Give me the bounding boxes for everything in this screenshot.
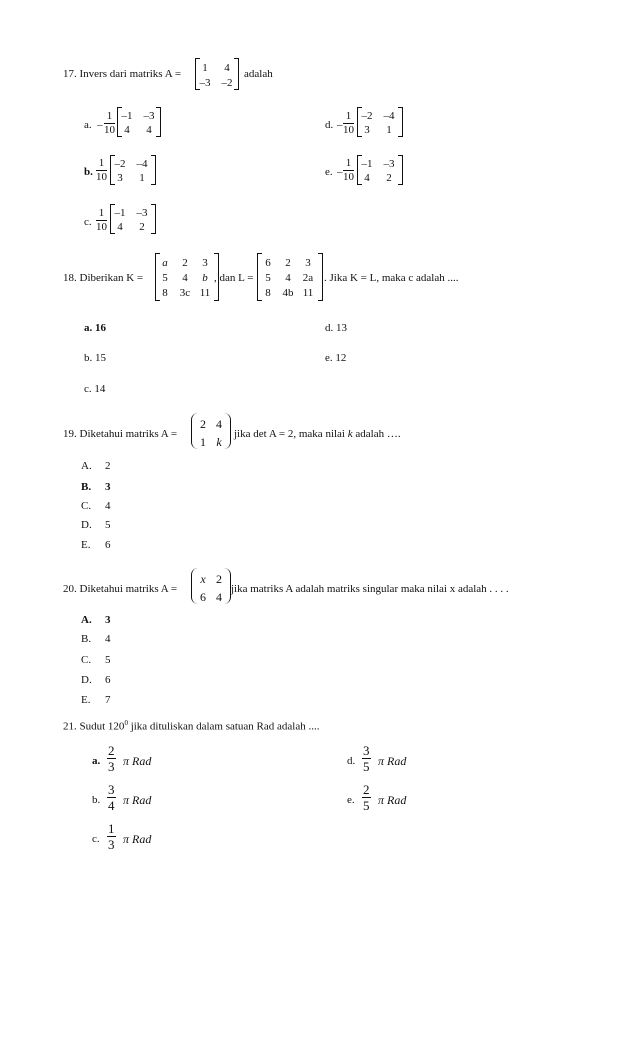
q18-option-e[interactable]: e. 12 [325,352,347,364]
fraction: $\frac{1}{10}$ [343,110,354,136]
q19-end: jika det A = 2, maka nilai k adalah …. [234,428,401,440]
option-matrix: –2 –4 3 1 [357,107,403,137]
q19-stem: 19. Diketahui matriks A = [63,428,178,440]
q18-option-a[interactable]: a. 16 [84,322,106,334]
matrix-cell: 1 [202,62,208,74]
q21-stem: 21. Sudut $120^0$ jika dituliskan dalam satuan Rad adalah .... [63,719,320,733]
option-matrix: –1 –3 4 2 [357,155,403,185]
q18-matrix-k: a 2 3 5 4 b 8 3c 11 [155,253,219,301]
minus-sign: – [337,119,343,131]
matrix-cell: –2 [221,77,233,89]
option-label: a. [84,119,92,131]
q20-matrix-a: x 2 6 4 [191,568,231,604]
q20-stem: 20. Diketahui matriks A = [63,583,178,595]
option-matrix: –1 –3 4 2 [110,204,156,234]
minus-sign: – [97,119,103,131]
fraction: $\frac{3}{5}$ [363,743,370,774]
pi-rad-unit: π Rad [378,793,407,807]
pi-rad-unit: π Rad [378,754,407,768]
fraction: $\frac{1}{10}$ [96,207,107,233]
q18-end: . Jika K = L, maka c adalah .... [324,272,459,284]
matrix-cell: –3 [199,77,211,89]
option-label: c. [84,216,92,228]
q17-stem: 17. Invers dari matriks A = [63,68,182,80]
pi-rad-unit: π Rad [123,832,152,846]
fraction: $\frac{1}{3}$ [108,821,115,852]
matrix-cell: 4 [224,62,230,74]
q19-matrix-a: 2 4 1 k [191,413,231,449]
q18-option-b[interactable]: b. 15 [84,352,106,364]
q18-mid: , dan L = [214,272,254,284]
option-matrix: –1 –3 4 4 [117,107,161,137]
q18-matrix-l: 6 2 3 5 4 2a 8 4b 11 [257,253,323,301]
fraction: $\frac{1}{10}$ [96,157,107,183]
worksheet-page: 17. Invers dari matriks A = 1 4 –3 –2 adalah a. – $\frac{1}{10}$ –1 –3 4 4 d. – $\frac{1}{10}$ –2 –4 3 1 b. $\frac{1}{10}$ –2 –4 3 1 e. – $\frac{1}{10}$ –1 –3 4 2 c. $\frac{1}{10}$ –1 –3 4 2 18. Diberikan K = a 2 3 5 4 b 8 3c 11 , dan L = 6 2 3 5 4 2a 8 4b 11 . Jika K = L, maka c adalah .... a. 16 d. 13 b. 15 e. 12 c. 14 19. Diketahui matriks A = 2 4 1 k jika det A = 2, maka nilai k adalah …. A. 2 B. 3 C. 4 D. 5 E. 6 20. Diketahui matriks A = x 2 6 4 jika matriks A adalah matriks singular maka nilai x adalah . . . . A. 3 B. 4 C. 5 D. 6 E. 7 21. Sudut $120^0$ jika dituliskan dalam satuan Rad adalah .... a. $\frac{2}{3}$ π Rad d. $\frac{3}{5}$ π Rad b. $\frac{3}{4}$ π Rad e. $\frac{2}{5}$ π Rad c. $\frac{1}{3}$ π Rad [0,0,638,1051]
option-label: d. [325,119,334,131]
fraction: $\frac{3}{4}$ [108,782,115,813]
option-label: b. [84,166,93,178]
fraction: $\frac{1}{10}$ [343,157,354,183]
q17-matrix-a [195,58,239,90]
q18-option-c[interactable]: c. 14 [84,383,106,395]
q20-end: jika matriks A adalah matriks singular maka nilai x adalah . . . . [231,583,509,595]
q18-stem: 18. Diberikan K = [63,272,144,284]
option-label: e. [325,166,333,178]
pi-rad-unit: π Rad [123,793,152,807]
option-matrix: –2 –4 3 1 [110,155,156,185]
pi-rad-unit: π Rad [123,754,152,768]
minus-sign: – [337,166,343,178]
q17-suffix: adalah [244,68,273,80]
q18-option-d[interactable]: d. 13 [325,322,347,334]
fraction: $\frac{2}{3}$ [108,743,115,774]
fraction: $\frac{1}{10}$ [104,110,115,136]
fraction: $\frac{2}{5}$ [363,782,370,813]
